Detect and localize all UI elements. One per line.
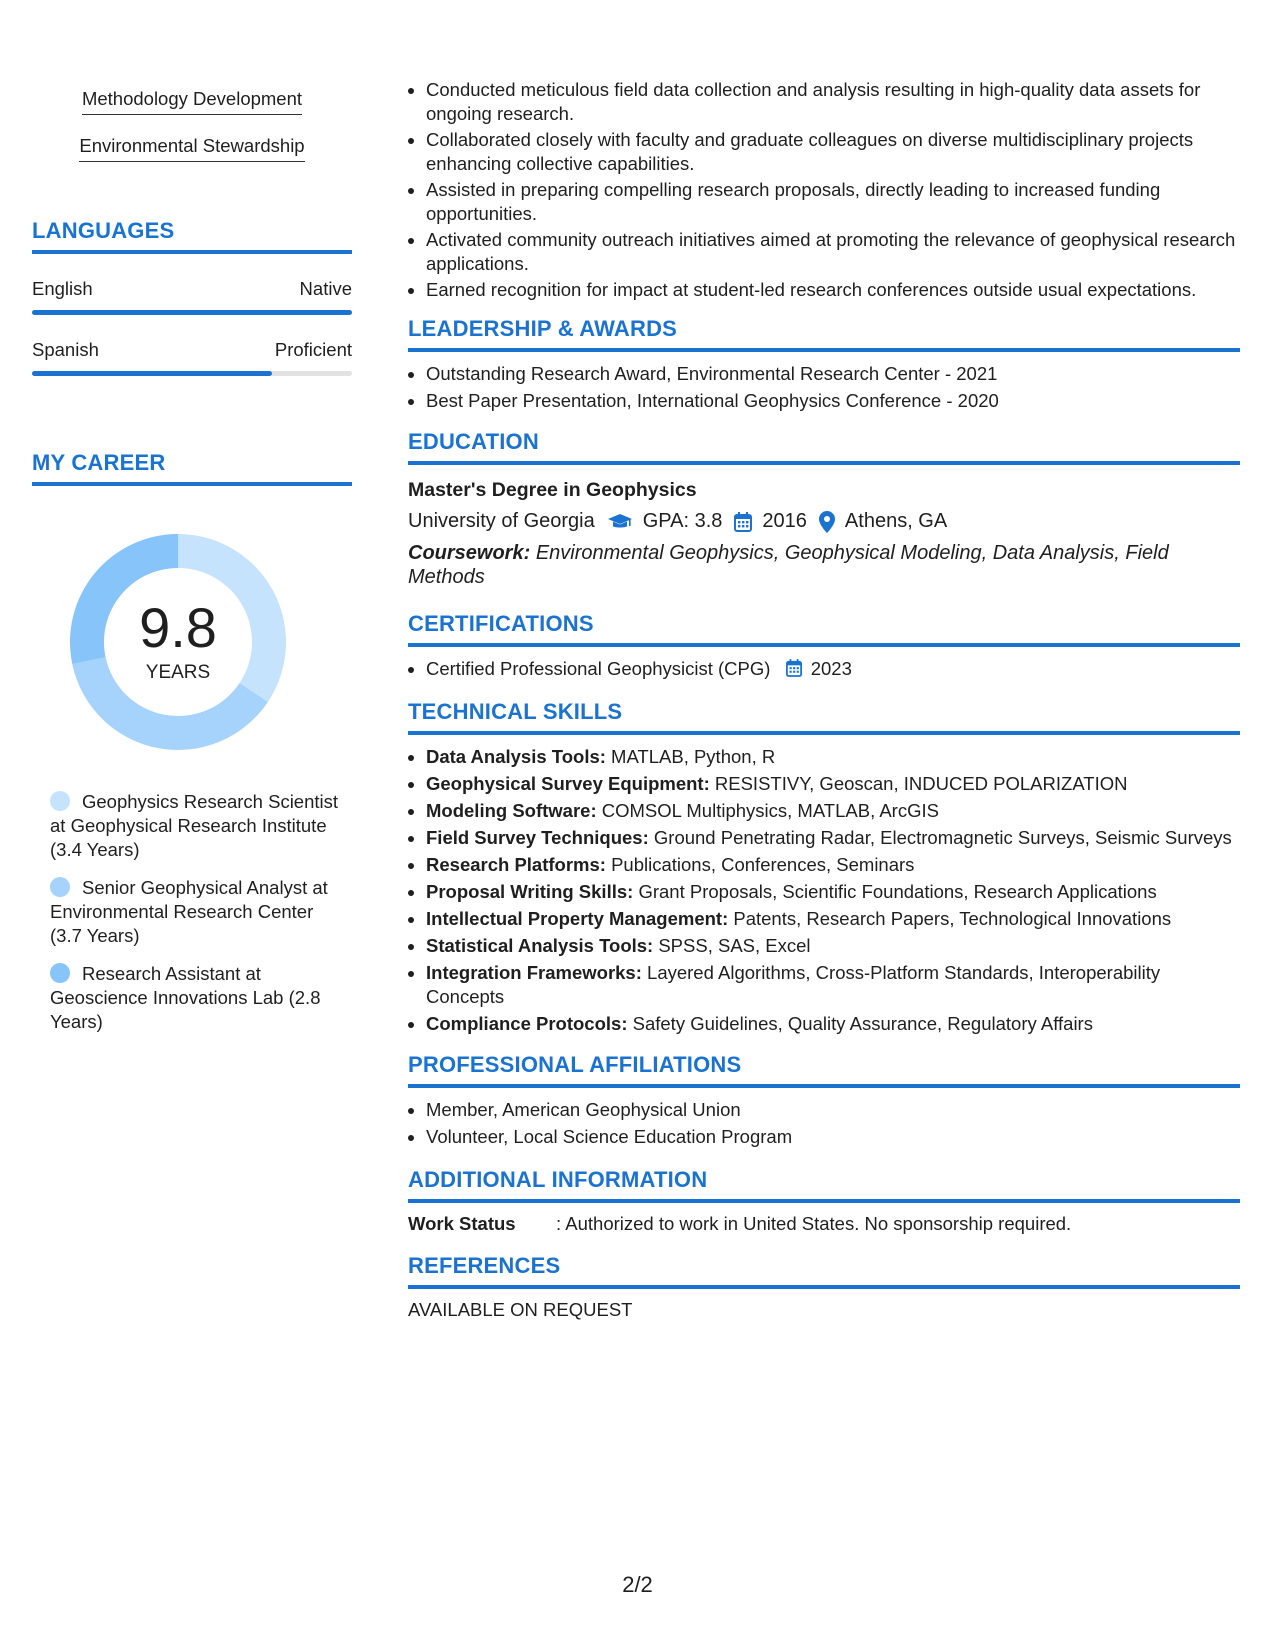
award-item: • Best Paper Presentation, International Geophysics Conference - 2020 — [426, 389, 1240, 413]
coursework-text: Environmental Geophysics, Geophysical Modeling, Data Analysis, Field Methods — [408, 542, 1169, 588]
experience-bullet: • Activated community outreach initiatives aimed at promoting the relevance of geophysical research applications. — [426, 228, 1240, 276]
experience-bullet: • Conducted meticulous field data collection and analysis resulting in high-quality data assets for ongoing research. — [426, 78, 1240, 126]
technical-skill-item — [426, 826, 1240, 850]
legend-dot-icon — [50, 877, 70, 897]
certification-item — [426, 657, 1240, 683]
education-degree: Master's Degree in Geophysics — [408, 479, 697, 501]
career-title: MY CAREER — [32, 450, 352, 486]
certification-name: Certified Professional Geophysicist (CPG) — [426, 658, 771, 679]
language-bar — [32, 310, 352, 315]
language-bar-fill — [32, 371, 272, 376]
skill-label: Modeling Software: — [426, 800, 597, 821]
technical-skill-item — [426, 745, 1240, 769]
language-spanish — [32, 339, 352, 376]
career-donut-chart — [66, 530, 290, 754]
language-name: English — [32, 278, 93, 299]
skill-value: COMSOL Multiphysics, MATLAB, ArcGIS — [601, 800, 939, 821]
skill-value: SPSS, SAS, Excel — [658, 935, 811, 956]
affiliation-item: • Volunteer, Local Science Education Program — [426, 1125, 1240, 1149]
education-details — [408, 510, 1240, 533]
education-title: EDUCATION — [408, 429, 1240, 465]
references-text: AVAILABLE ON REQUEST — [408, 1299, 633, 1320]
career-legend-item — [50, 962, 340, 1034]
skill-label: Geophysical Survey Equipment: — [426, 773, 710, 794]
page-number: 2/2 — [622, 1572, 653, 1597]
education-location: Athens, GA — [844, 510, 948, 532]
awards-title: LEADERSHIP & AWARDS — [408, 316, 1240, 352]
skill-value: Ground Penetrating Radar, Electromagnetic Surveys, Seismic Surveys — [653, 827, 1232, 848]
graduation-cap-icon — [607, 513, 633, 531]
skill-label: Intellectual Property Management: — [426, 908, 729, 929]
awards-list — [408, 362, 1240, 413]
technical-skill-item — [426, 934, 1240, 958]
award-item: • Outstanding Research Award, Environmental Research Center - 2021 — [426, 362, 1240, 386]
technical-skill-item — [426, 772, 1240, 796]
language-bar-fill — [32, 310, 352, 315]
work-status-key: Work Status — [408, 1213, 516, 1234]
skill-label: Compliance Protocols: — [426, 1013, 628, 1034]
career-legend — [50, 790, 340, 1034]
coursework-label: Coursework: — [408, 542, 531, 564]
language-english — [32, 278, 352, 315]
technical-skills-title: TECHNICAL SKILLS — [408, 699, 1240, 735]
skill-value: Publications, Conferences, Seminars — [611, 854, 915, 875]
skill-value: Grant Proposals, Scientific Foundations, Research Applications — [638, 881, 1157, 902]
technical-skill-item — [426, 907, 1240, 931]
skill-value: Patents, Research Papers, Technological Innovations — [733, 908, 1172, 929]
calendar-icon — [786, 659, 802, 683]
career-legend-label: Research Assistant at Geoscience Innovations Lab (2.8 Years) — [50, 963, 321, 1032]
skill-label: Statistical Analysis Tools: — [426, 935, 654, 956]
affiliation-item: • Member, American Geophysical Union — [426, 1098, 1240, 1122]
language-level: Native — [299, 278, 352, 299]
references-title: REFERENCES — [408, 1253, 1240, 1289]
career-legend-label: Geophysics Research Scientist at Geophysical Research Institute (3.4 Years) — [50, 791, 339, 860]
affiliations-title: PROFESSIONAL AFFILIATIONS — [408, 1052, 1240, 1088]
skill-value: Safety Guidelines, Quality Assurance, Regulatory Affairs — [632, 1013, 1093, 1034]
certification-year: 2023 — [810, 658, 852, 679]
skill-value: RESISTIVY, Geoscan, INDUCED POLARIZATION — [714, 773, 1128, 794]
location-pin-icon — [819, 511, 835, 533]
legend-dot-icon — [50, 791, 70, 811]
technical-skill-item — [426, 961, 1240, 1009]
education-gpa: GPA: 3.8 — [642, 510, 723, 532]
language-level: Proficient — [274, 339, 352, 360]
skill-tag: Methodology Development — [82, 88, 302, 115]
skill-label: Research Platforms: — [426, 854, 606, 875]
certifications-title: CERTIFICATIONS — [408, 611, 1240, 647]
skill-label: Integration Frameworks: — [426, 962, 642, 983]
skill-value: MATLAB, Python, R — [611, 746, 776, 767]
main-content — [408, 78, 1240, 1321]
languages-title: LANGUAGES — [32, 218, 352, 254]
technical-skill-item — [426, 880, 1240, 904]
technical-skill-item — [426, 799, 1240, 823]
education-year: 2016 — [762, 510, 807, 532]
skill-label: Proposal Writing Skills: — [426, 881, 634, 902]
education-school: University of Georgia — [408, 510, 595, 532]
additional-info-title: ADDITIONAL INFORMATION — [408, 1167, 1240, 1203]
career-total-value: 9.8 — [139, 596, 217, 659]
work-status-value: : Authorized to work in United States. No sponsorship required. — [556, 1213, 1072, 1234]
career-legend-item — [50, 876, 340, 948]
career-total-unit: YEARS — [145, 662, 211, 683]
skill-tag: Environmental Stewardship — [79, 135, 304, 162]
experience-bullet: • Collaborated closely with faculty and graduate colleagues on diverse multidisciplinary projects enhancing collective capabilities. — [426, 128, 1240, 176]
legend-dot-icon — [50, 963, 70, 983]
calendar-icon — [734, 512, 752, 532]
affiliations-list — [408, 1098, 1240, 1149]
certifications-list — [408, 657, 1240, 683]
career-legend-item — [50, 790, 340, 862]
language-bar — [32, 371, 352, 376]
technical-skill-item — [426, 853, 1240, 877]
career-legend-label: Senior Geophysical Analyst at Environmental Research Center (3.7 Years) — [50, 877, 328, 946]
sidebar — [32, 78, 352, 1048]
experience-bullets — [408, 78, 1240, 302]
experience-bullet: • Assisted in preparing compelling research proposals, directly leading to increased funding opportunities. — [426, 178, 1240, 226]
technical-skill-item — [426, 1012, 1240, 1036]
skill-value: Layered Algorithms, Cross-Platform Standards, Interoperability Concepts — [426, 962, 1161, 1007]
language-name: Spanish — [32, 339, 99, 360]
technical-skills-list — [408, 745, 1240, 1036]
education-coursework — [408, 541, 1240, 589]
experience-bullet: • Earned recognition for impact at student-led research conferences outside usual expectations. — [426, 278, 1240, 302]
skill-label: Field Survey Techniques: — [426, 827, 649, 848]
work-status-row — [408, 1213, 1240, 1235]
skill-label: Data Analysis Tools: — [426, 746, 606, 767]
